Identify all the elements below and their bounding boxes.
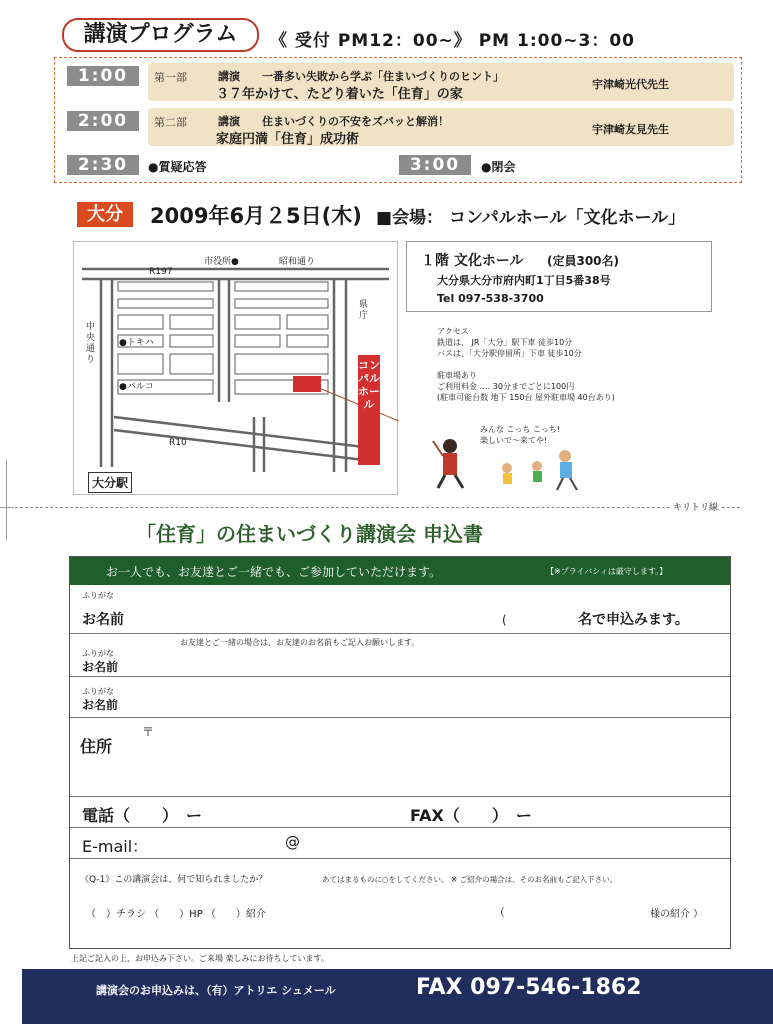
email-label: E-mail： [82, 837, 149, 856]
people-illustration [425, 436, 595, 496]
q1-note: あてはまるものに○をしてください。 ※ ご紹介の場合は、そのお名前もご記入下さい。 [322, 875, 618, 884]
map-label-showa: 昭和通り [279, 257, 316, 267]
apply-contact: 講演会のお申込みは、（有）アトリエ シュメール [96, 984, 336, 997]
intro-open: （ [494, 906, 505, 919]
access-map [73, 241, 398, 495]
cut-line [0, 507, 740, 508]
session1 [148, 63, 734, 101]
furigana-label: ふりがな [82, 687, 114, 696]
access-line: 鉄道は、 JR「大分」駅下車 徒歩10分 [437, 338, 573, 347]
session1-speaker: 宇津崎光代先生 [592, 78, 669, 91]
contact-bar [22, 969, 773, 1024]
map-label-parco: ●パルコ [119, 382, 154, 392]
venue-info-box [406, 241, 712, 312]
row-divider [70, 633, 730, 634]
access-line: バスは、「大分駅停留所」下車 徒歩10分 [437, 349, 582, 358]
venue-tel: Tel 097-538-3700 [437, 292, 544, 305]
access-line: アクセス [437, 327, 469, 336]
paren-open: ( [502, 613, 507, 627]
phone-label: 電話（ ） ー [82, 806, 203, 825]
crop-mark [0, 507, 14, 508]
row-divider [70, 858, 730, 859]
friends-note: お友達とご一緒の場合は、お友達のお名前もご記入お願いします。 [180, 638, 420, 647]
map-drawing [74, 242, 399, 496]
form-title: 「住育」の住まいづくり講演会 申込書 [136, 522, 483, 546]
venue-address: 大分県大分市府内町1丁目5番38号 [437, 274, 611, 287]
close-label: ●閉会 [481, 160, 516, 174]
row-divider [70, 827, 730, 828]
map-label-kencho: 県庁 [359, 300, 369, 321]
program-title: 講演プログラム [62, 18, 259, 52]
access-line: ご利用料金 ‥‥ 30分までごとに100円 [437, 382, 575, 391]
map-label-shiyakusho: 市役所● [204, 257, 239, 267]
session2-time-badge: 2:00 [67, 111, 139, 131]
name-label: お名前 [82, 698, 119, 712]
venue-capacity: (定員300名) [547, 254, 620, 268]
map-label-r10: R10 [169, 438, 187, 448]
postal-mark: 〒 [142, 725, 155, 739]
privacy-note: 【※プライバシィは厳守します。】 [546, 567, 668, 576]
form-header [70, 557, 730, 585]
apply-suffix: 名で申込みます。 [578, 612, 689, 628]
session2 [148, 108, 734, 146]
furigana-label: ふりがな [82, 649, 114, 658]
session1-subtitle: 一番多い失敗から学ぶ「住まいづくりのヒント」 [262, 70, 504, 83]
email-at: @ [285, 833, 300, 851]
crop-mark [6, 460, 7, 540]
row-divider [70, 796, 730, 797]
intro-close: 様の紹介 ） [650, 909, 704, 920]
name-label: お名前 [82, 660, 119, 674]
session2-speaker: 宇津崎友見先生 [592, 123, 669, 136]
bubble-line: みんな こっち こっち! [480, 425, 560, 434]
footer-note: 上記ご記入の上、お申込み下さい。ご来場 楽しみにお待ちしています。 [71, 954, 329, 963]
venue-name: ■会場： コンパルホール「文化ホール」 [376, 208, 686, 228]
session1-kouen: 講演 [218, 70, 240, 83]
map-label-station: 大分駅 [88, 472, 132, 493]
q1-question: 《Q-1》この講演会は、何で知られましたか？ [80, 875, 268, 885]
compal-hall-marker: コンパルホール [358, 355, 380, 465]
qa-time-badge: 2:30 [67, 155, 139, 175]
fax-label: FAX（ ） ー [410, 806, 532, 825]
furigana-label: ふりがな [82, 591, 114, 600]
session1-title: ３７年かけて、たどり着いた「住育」の家 [216, 87, 463, 102]
form-header-text: お一人でも、お友達とご一緒でも、ご参加していただけます。 [106, 565, 442, 579]
close-time-badge: 3:00 [399, 155, 471, 175]
session1-part: 第一部 [154, 71, 187, 84]
session2-title: 家庭円満「住育」成功術 [216, 132, 360, 147]
city-badge: 大分 [77, 202, 133, 227]
name-label: お名前 [82, 612, 124, 628]
event-date: 2009年6月２5日(木) [150, 204, 362, 228]
map-label-chuo: 中央通り [86, 322, 96, 365]
fax-number: FAX 097-546-1862 [416, 975, 642, 1000]
access-line: 駐車場あり [437, 371, 477, 380]
row-divider [70, 676, 730, 677]
session2-subtitle: 住まいづくりの不安をズバッと解消！ [262, 115, 449, 128]
bubble-line: 楽しいで～来てや! [480, 436, 548, 445]
session2-part: 第二部 [154, 116, 187, 129]
qa-label: ●質疑応答 [148, 160, 207, 174]
session2-kouen: 講演 [218, 115, 240, 128]
q1-options: （ ）チラシ （ ）HP （ ）紹介 [86, 909, 266, 920]
access-line: (駐車可能台数 地下 150台 屋外駐車場 40台あり) [437, 393, 615, 402]
access-spacer [437, 359, 615, 370]
map-label-r197: R197 [149, 267, 173, 277]
session1-time-badge: 1:00 [67, 66, 139, 86]
reception-time: 《 受付 PM12：00~》 PM 1:00~3：00 [270, 31, 635, 51]
address-label: 住所 [80, 737, 113, 756]
cut-line-label: キリトリ線 [670, 500, 721, 513]
application-form [69, 556, 731, 949]
access-info [437, 326, 615, 403]
venue-floor: １階 文化ホール [421, 253, 524, 269]
map-label-tokiha: ●トキハ [119, 338, 154, 348]
row-divider [70, 717, 730, 718]
